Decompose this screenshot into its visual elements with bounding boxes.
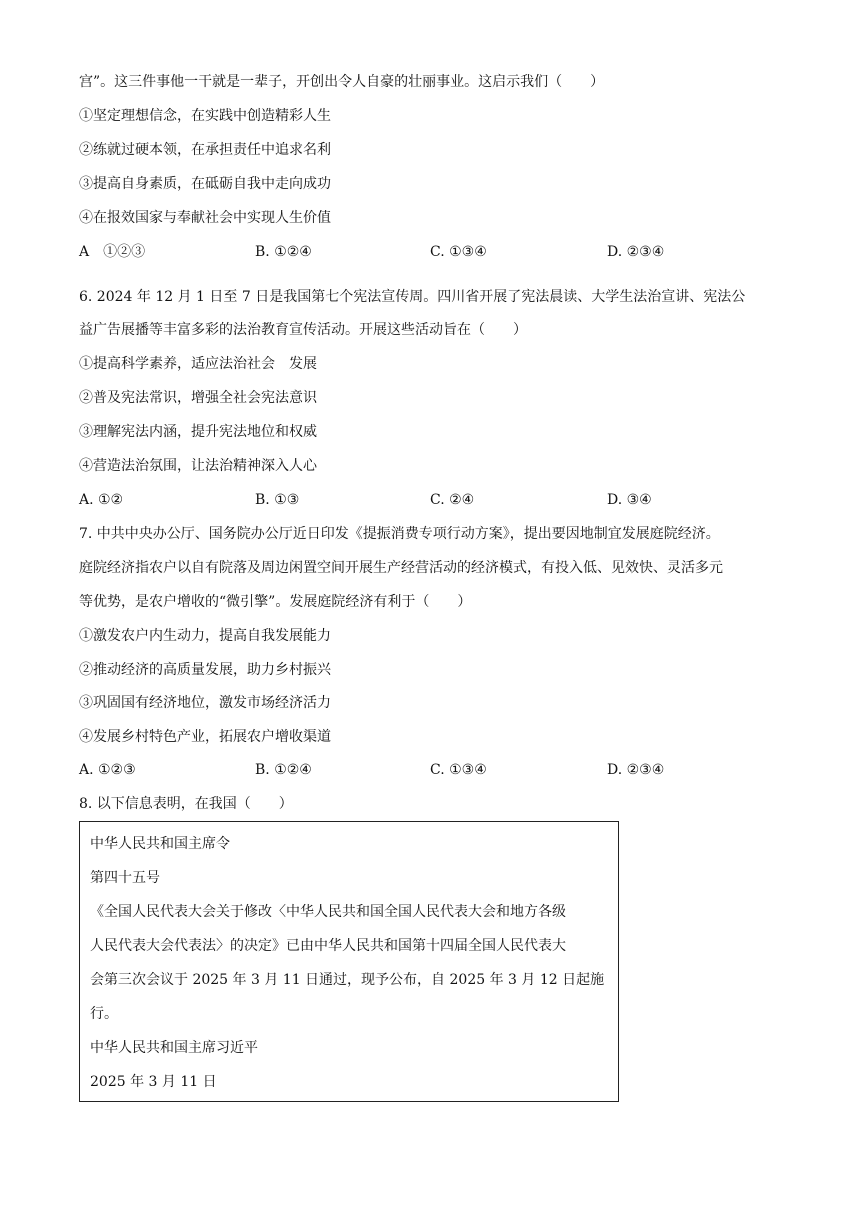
q5-option-2: ②练就过硬本领，在承担责任中追求名利 <box>79 142 331 158</box>
q5-option-1: ①坚定理想信念，在实践中创造精彩人生 <box>79 108 331 124</box>
q6-choice-a[interactable]: A. ①② <box>79 492 124 508</box>
order-body-line-1: 《全国人民代表大会关于修改〈中华人民共和国全国人民代表大会和地方各级 <box>90 904 566 920</box>
q6-stem-line-1: 6. 2024 年 12 月 1 日至 7 日是我国第七个宪法宣传周。四川省开展了宪法晨读、大学生法治宣讲、宪法公 <box>79 289 746 305</box>
q7-option-1: ①激发农户内生动力，提高自我发展能力 <box>79 628 331 644</box>
q5-choice-d[interactable]: D. ②③④ <box>607 244 665 260</box>
q7-option-2: ②推动经济的高质量发展，助力乡村振兴 <box>79 662 331 678</box>
q6-choice-c[interactable]: C. ②④ <box>430 492 475 508</box>
q5-option-4: ④在报效国家与奉献社会中实现人生价值 <box>79 210 331 226</box>
q6-stem-line-2: 益广告展播等丰富多彩的法治教育宣传活动。开展这些活动旨在（ ） <box>79 322 527 338</box>
q8-stem: 8. 以下信息表明，在我国（ ） <box>79 796 293 812</box>
order-title: 中华人民共和国主席令 <box>90 836 230 852</box>
order-body-line-2: 人民代表大会代表法〉的决定》已由中华人民共和国第十四届全国人民代表大 <box>90 938 566 954</box>
q6-option-2: ②普及宪法常识，增强全社会宪法意识 <box>79 390 317 406</box>
order-body-line-4: 行。 <box>90 1006 118 1022</box>
q7-choice-a[interactable]: A. ①②③ <box>79 762 136 778</box>
q7-stem-line-1: 7. 中共中央办公厅、国务院办公厅近日印发《提振消费专项行动方案》，提出要因地制宜发展庭院经济。 <box>79 526 720 542</box>
order-number: 第四十五号 <box>90 870 160 886</box>
q7-stem-line-3: 等优势，是农户增收的“微引擎”。发展庭院经济有利于（ ） <box>79 594 472 610</box>
q5-choice-a[interactable]: A ①②③ <box>79 244 146 260</box>
q6-choice-d[interactable]: D. ③④ <box>607 492 652 508</box>
q7-option-3: ③巩固国有经济地位，激发市场经济活力 <box>79 695 331 711</box>
presidential-order-box <box>79 821 619 1102</box>
order-body-line-3: 会第三次会议于 2025 年 3 月 11 日通过，现予公布，自 2025 年 3 月 12 日起施 <box>90 972 605 988</box>
q5-option-3: ③提高自身素质，在砥砺自我中走向成功 <box>79 176 331 192</box>
q7-stem-line-2: 庭院经济指农户以自有院落及周边闲置空间开展生产经营活动的经济模式，有投入低、见效快、灵活多元 <box>79 560 723 576</box>
order-date: 2025 年 3 月 11 日 <box>90 1074 217 1090</box>
q6-option-4: ④营造法治氛围，让法治精神深入人心 <box>79 458 317 474</box>
q6-choice-b[interactable]: B. ①③ <box>255 492 300 508</box>
q7-option-4: ④发展乡村特色产业，拓展农户增收渠道 <box>79 729 331 745</box>
order-signature: 中华人民共和国主席习近平 <box>90 1040 258 1056</box>
q5-choice-c[interactable]: C. ①③④ <box>430 244 487 260</box>
q5-choices <box>79 242 779 262</box>
q5-choice-b[interactable]: B. ①②④ <box>255 244 312 260</box>
q7-choice-b[interactable]: B. ①②④ <box>255 762 312 778</box>
q6-option-1: ①提高科学素养，适应法治社会 发展 <box>79 356 317 372</box>
q7-choices <box>79 760 779 780</box>
q6-option-3: ③理解宪法内涵，提升宪法地位和权威 <box>79 424 317 440</box>
q7-choice-c[interactable]: C. ①③④ <box>430 762 487 778</box>
q7-choice-d[interactable]: D. ②③④ <box>607 762 665 778</box>
q5-stem: 宫”。这三件事他一干就是一辈子，开创出令人自豪的壮丽事业。这启示我们（ ） <box>79 74 605 90</box>
q6-choices <box>79 490 779 510</box>
